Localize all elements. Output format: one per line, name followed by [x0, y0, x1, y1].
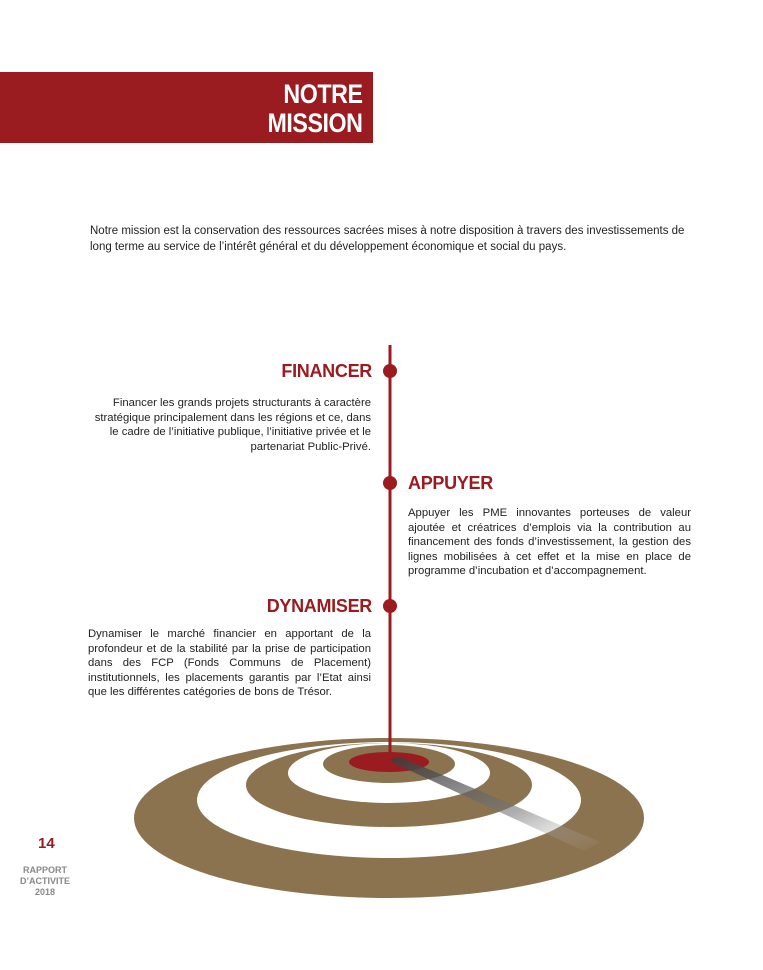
- section-body-financer: Financer les grands projets structurants à caractère stratégique principalement dans les régions et ce, dans le cadre de l’initiative publique, l’initiative privée et le partenariat Public-Privé.: [94, 397, 371, 453]
- page-number: 14: [38, 835, 55, 852]
- timeline-dot-dynamiser: [383, 599, 397, 613]
- section-body-appuyer: Appuyer les PME innovantes porteuses de valeur ajoutée et créatrices d’emplois via la contribution au financement des fonds d’investissement, la gestion des lignes mobilisées à cet effet et la mise en place de programme d’incubation et d’accompagnement.: [408, 507, 691, 577]
- section-body-dynamiser: Dynamiser le marché financier en apportant de la profondeur et de la stabilité par la prise de participation dans des FCP (Fonds Communs de Placement) institutionnels, les placements garantis par l’Etat ainsi que les différentes catégories de bons de Trésor.: [88, 628, 371, 698]
- report-label-line3: 2018: [34, 887, 56, 897]
- timeline-dot-appuyer: [383, 476, 397, 490]
- section-title-appuyer: APPUYER: [408, 473, 493, 493]
- page-title-line1: NOTRE: [283, 79, 363, 109]
- report-label: [20, 865, 70, 898]
- page-title-line2: MISSION: [267, 108, 363, 138]
- section-title-financer: FINANCER: [281, 361, 372, 381]
- report-label-line2: D’ACTIVITE: [20, 876, 71, 886]
- section-title-dynamiser: DYNAMISER: [266, 596, 372, 616]
- report-label-line1: RAPPORT: [22, 865, 67, 875]
- intro-paragraph: Notre mission est la conservation des ressources sacrées mises à notre disposition à travers des investissements de long terme au service de l’intérêt général et du développement économique et social du pays.: [90, 225, 685, 253]
- timeline-dot-financer: [383, 364, 397, 378]
